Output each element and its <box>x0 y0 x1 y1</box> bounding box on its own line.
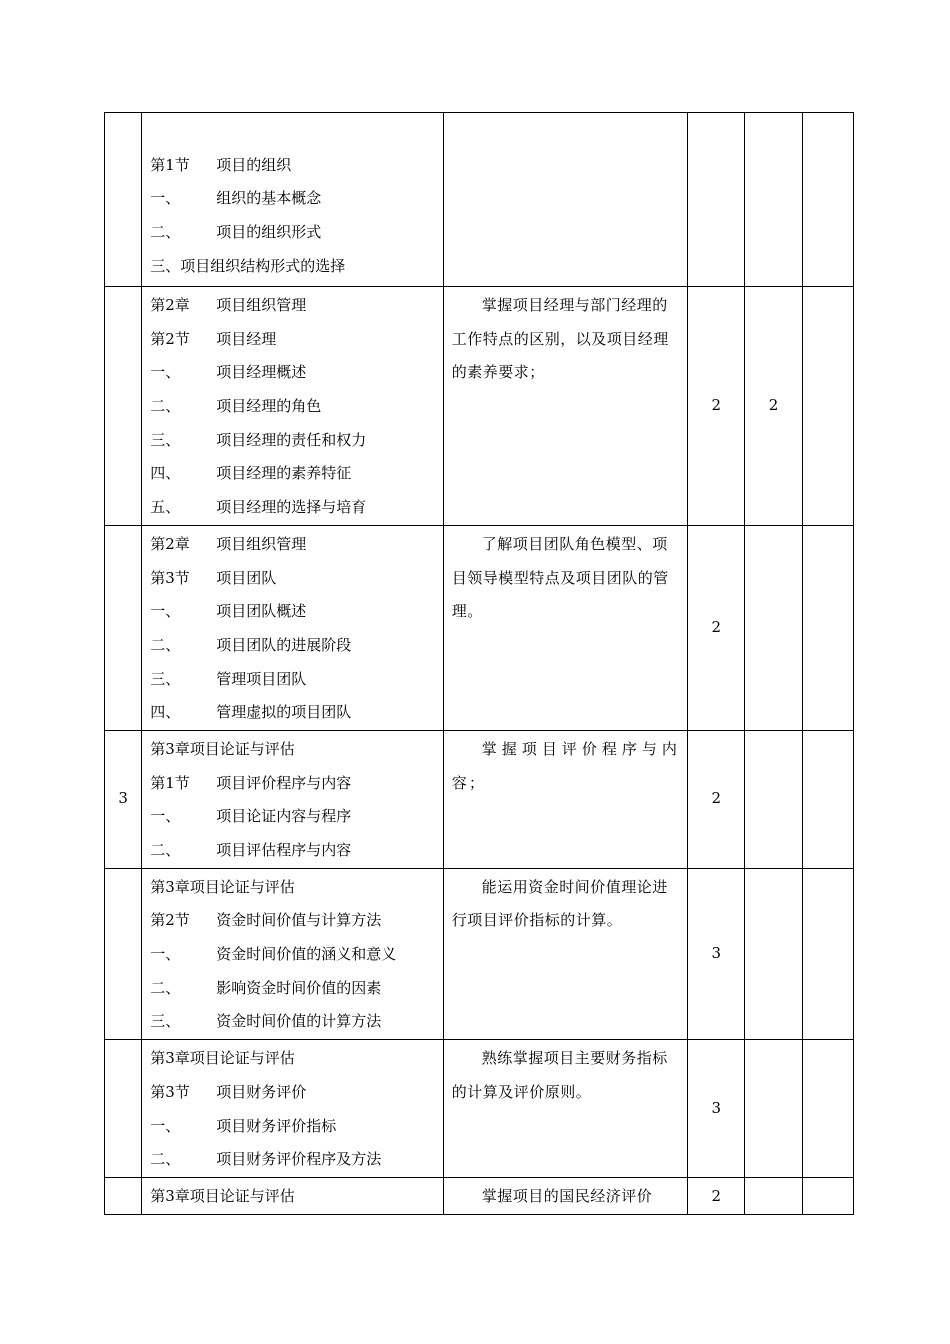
section-text: 管理虚拟的项目团队 <box>216 703 352 722</box>
section-text: 项目团队 <box>216 568 277 587</box>
section-prefix: 四、 <box>150 464 181 483</box>
remarks-cell <box>802 868 853 1039</box>
content-line <box>150 1005 443 1039</box>
remarks-cell <box>802 730 853 868</box>
requirement-text: 熟练掌握项目主要财务指标的计算及评价原则。 <box>451 1049 668 1101</box>
table-row <box>105 525 854 730</box>
section-prefix: 一、 <box>150 602 181 621</box>
content-line <box>150 149 443 183</box>
content-line <box>150 250 443 284</box>
section-text: 第3章项目论证与评估 <box>150 1186 295 1205</box>
section-text: 项目组织管理 <box>216 296 307 314</box>
content-line <box>150 629 443 663</box>
week-cell <box>105 113 142 287</box>
section-prefix: 第1节 <box>150 155 190 174</box>
requirement-text: 掌握项目评价程序与内容； <box>451 739 680 792</box>
hours-lecture-cell: 2 <box>688 525 745 730</box>
hours-lecture-cell: 2 <box>688 730 745 868</box>
section-prefix: 第3节 <box>150 568 190 587</box>
section-prefix: 三、 <box>150 669 181 688</box>
content-line <box>150 972 443 1006</box>
section-prefix: 三、 <box>150 430 181 449</box>
section-prefix: 第2章 <box>150 296 190 314</box>
syllabus-body <box>105 113 854 1215</box>
section-text: 项目财务评价指标 <box>216 1116 337 1135</box>
week-cell: 3 <box>105 730 142 868</box>
table-row <box>105 113 854 287</box>
content-line <box>150 562 443 596</box>
section-text: 项目经理的选择与培育 <box>216 498 367 517</box>
content-line <box>150 323 443 357</box>
content-line <box>150 1042 443 1076</box>
section-text: 项目的组织形式 <box>216 223 322 242</box>
hours-practice-cell <box>745 1177 802 1214</box>
remarks-cell <box>802 113 853 287</box>
hours-practice-cell <box>745 868 802 1039</box>
content-line <box>150 356 443 390</box>
content-cell <box>142 868 444 1039</box>
requirement-cell <box>443 1040 687 1178</box>
content-line <box>150 491 443 525</box>
content-cell <box>142 287 444 526</box>
remarks-cell <box>802 1177 853 1214</box>
section-text: 项目评价程序与内容 <box>216 773 352 792</box>
section-text: 项目评估程序与内容 <box>216 841 352 859</box>
section-text: 项目经理的责任和权力 <box>216 430 367 449</box>
week-cell <box>105 287 142 526</box>
content-line <box>150 216 443 250</box>
table-row <box>105 1177 854 1214</box>
section-prefix: 二、 <box>150 841 181 859</box>
content-cell <box>142 1177 444 1214</box>
section-prefix: 第3节 <box>150 1082 190 1101</box>
table-row <box>105 1040 854 1178</box>
hours-practice-cell: 2 <box>745 287 802 526</box>
requirement-text: 掌握项目的国民经济评价 <box>481 1186 653 1205</box>
requirement-cell <box>443 525 687 730</box>
content-line <box>150 457 443 491</box>
section-prefix: 一、 <box>150 1116 181 1135</box>
hours-lecture-cell: 2 <box>688 1177 745 1214</box>
remarks-cell <box>802 1040 853 1178</box>
hours-lecture-cell: 3 <box>688 1040 745 1178</box>
content-line <box>150 424 443 458</box>
content-line <box>150 767 443 801</box>
section-prefix: 第1节 <box>150 773 190 792</box>
requirement-text: 能运用资金时间价值理论进行项目评价指标的计算。 <box>451 877 668 930</box>
hours-lecture-cell <box>688 113 745 287</box>
hours-practice-cell <box>745 525 802 730</box>
content-line <box>150 733 443 767</box>
content-line <box>150 115 443 149</box>
hours-practice-cell <box>745 1040 802 1178</box>
requirement-text: 了解项目团队角色模型、项目领导模型特点及项目团队的管理。 <box>451 534 669 621</box>
hours-lecture-cell: 2 <box>688 287 745 526</box>
section-text: 影响资金时间价值的因素 <box>216 978 382 997</box>
section-text: 项目团队概述 <box>216 602 307 621</box>
week-cell <box>105 868 142 1039</box>
section-prefix: 二、 <box>150 635 181 654</box>
section-text: 项目经理概述 <box>216 363 307 382</box>
section-text: 第3章项目论证与评估 <box>150 739 295 758</box>
hours-practice-cell <box>745 730 802 868</box>
section-prefix: 一、 <box>150 945 181 964</box>
table-row <box>105 730 854 868</box>
content-line <box>150 1143 443 1177</box>
section-prefix: 二、 <box>150 397 181 416</box>
section-text: 组织的基本概念 <box>216 189 322 208</box>
section-prefix: 第2节 <box>150 329 190 348</box>
section-text: 项目经理 <box>216 329 277 348</box>
requirement-text: 掌握项目经理与部门经理的工作特点的区别，以及项目经理的素养要求； <box>451 296 669 382</box>
requirement-cell <box>443 113 687 287</box>
section-prefix: 五、 <box>150 498 181 517</box>
content-cell <box>142 730 444 868</box>
week-cell <box>105 525 142 730</box>
section-text: 项目团队的进展阶段 <box>216 635 352 654</box>
content-line <box>150 390 443 424</box>
section-text: 项目经理的角色 <box>216 397 322 416</box>
table-row <box>105 287 854 526</box>
section-text: 第3章项目论证与评估 <box>150 877 295 896</box>
requirement-cell <box>443 287 687 526</box>
content-line <box>150 938 443 972</box>
content-cell <box>142 113 444 287</box>
week-cell <box>105 1040 142 1178</box>
section-text: 资金时间价值的计算方法 <box>216 1012 382 1031</box>
section-text: 管理项目团队 <box>216 669 307 688</box>
section-text: 项目的组织 <box>216 155 292 174</box>
section-prefix: 二、 <box>150 978 181 997</box>
section-prefix: 一、 <box>150 807 181 826</box>
section-prefix: 二、 <box>150 1150 181 1169</box>
section-text: 项目论证内容与程序 <box>216 807 352 826</box>
hours-lecture-cell: 3 <box>688 868 745 1039</box>
requirement-cell <box>443 1177 687 1214</box>
content-line <box>150 800 443 834</box>
section-text: 资金时间价值与计算方法 <box>216 911 382 930</box>
content-line <box>150 182 443 216</box>
content-line <box>150 871 443 905</box>
content-line <box>150 528 443 562</box>
section-text: 第3章项目论证与评估 <box>150 1049 295 1068</box>
content-line <box>150 1110 443 1144</box>
content-line <box>150 663 443 697</box>
section-text: 资金时间价值的涵义和意义 <box>216 945 397 964</box>
section-prefix: 四、 <box>150 703 181 722</box>
hours-practice-cell <box>745 113 802 287</box>
section-text: 项目组织管理 <box>216 534 307 553</box>
section-prefix: 第2节 <box>150 911 190 930</box>
content-line <box>150 696 443 730</box>
section-text: 项目财务评价程序及方法 <box>216 1150 382 1169</box>
section-prefix: 二、 <box>150 223 181 242</box>
section-text: 三、项目组织结构形式的选择 <box>150 256 346 275</box>
section-text: 项目财务评价 <box>216 1082 307 1101</box>
section-prefix: 一、 <box>150 363 181 382</box>
syllabus-table <box>104 112 854 1215</box>
section-prefix: 第2章 <box>150 534 190 553</box>
remarks-cell <box>802 287 853 526</box>
section-prefix: 三、 <box>150 1012 181 1031</box>
week-cell <box>105 1177 142 1214</box>
table-row <box>105 868 854 1039</box>
content-line <box>150 289 443 323</box>
content-cell <box>142 525 444 730</box>
content-line <box>150 1076 443 1110</box>
content-line <box>150 904 443 938</box>
content-line <box>150 595 443 629</box>
requirement-cell <box>443 868 687 1039</box>
remarks-cell <box>802 525 853 730</box>
content-line <box>150 1180 443 1214</box>
content-line <box>150 834 443 868</box>
section-prefix: 一、 <box>150 189 181 208</box>
requirement-cell <box>443 730 687 868</box>
section-text: 项目经理的素养特征 <box>216 464 352 483</box>
content-cell <box>142 1040 444 1178</box>
